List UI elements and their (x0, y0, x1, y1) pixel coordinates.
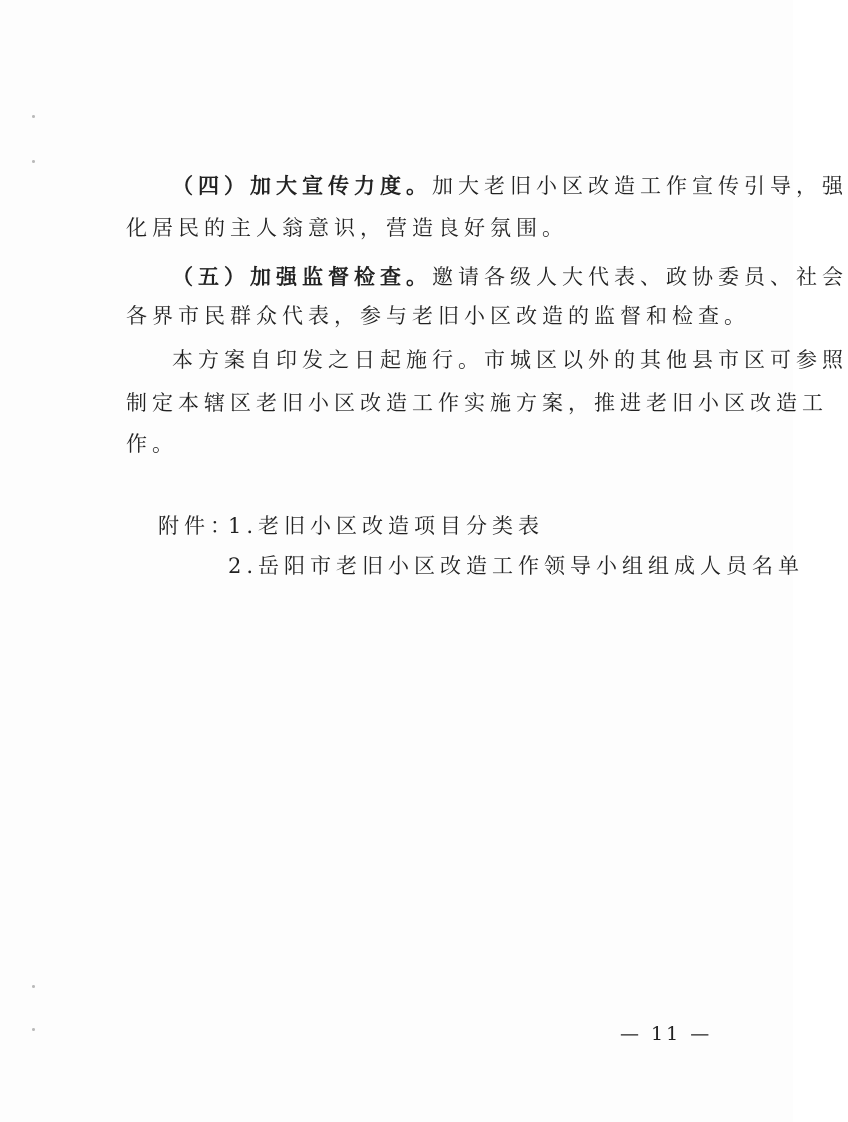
attachment-item: 2.岳阳市老旧小区改造工作领导小组组成人员名单 (228, 554, 805, 578)
closing-line3: 作。 (126, 432, 178, 456)
closing-line1: 本方案自印发之日起施行。市城区以外的其他县市区可参照 (172, 348, 848, 372)
section4-line1 (172, 172, 848, 200)
scan-speck (32, 985, 35, 988)
section4-line2: 化居民的主人翁意识，营造良好氛围。 (126, 216, 568, 240)
section4-heading: （四）加大宣传力度。 (172, 173, 432, 198)
attachments-label: 附件： (158, 514, 236, 538)
closing-line2: 制定本辖区老旧小区改造工作实施方案，推进老旧小区改造工 (126, 391, 828, 415)
section4-text-1: 加大老旧小区改造工作宣传引导，强 (432, 174, 848, 198)
section5-line1 (172, 263, 848, 291)
scan-speck (32, 160, 35, 163)
section5-line2: 各界市民群众代表，参与老旧小区改造的监督和检查。 (126, 304, 750, 328)
page-number: — 11 — (620, 1023, 713, 1045)
section5-heading: （五）加强监督检查。 (172, 264, 432, 289)
scan-speck (32, 1028, 35, 1031)
section5-text-1: 邀请各级人大代表、政协委员、社会 (432, 265, 848, 289)
scan-speck (32, 115, 35, 118)
attachment-item: 1.老旧小区改造项目分类表 (228, 514, 545, 538)
